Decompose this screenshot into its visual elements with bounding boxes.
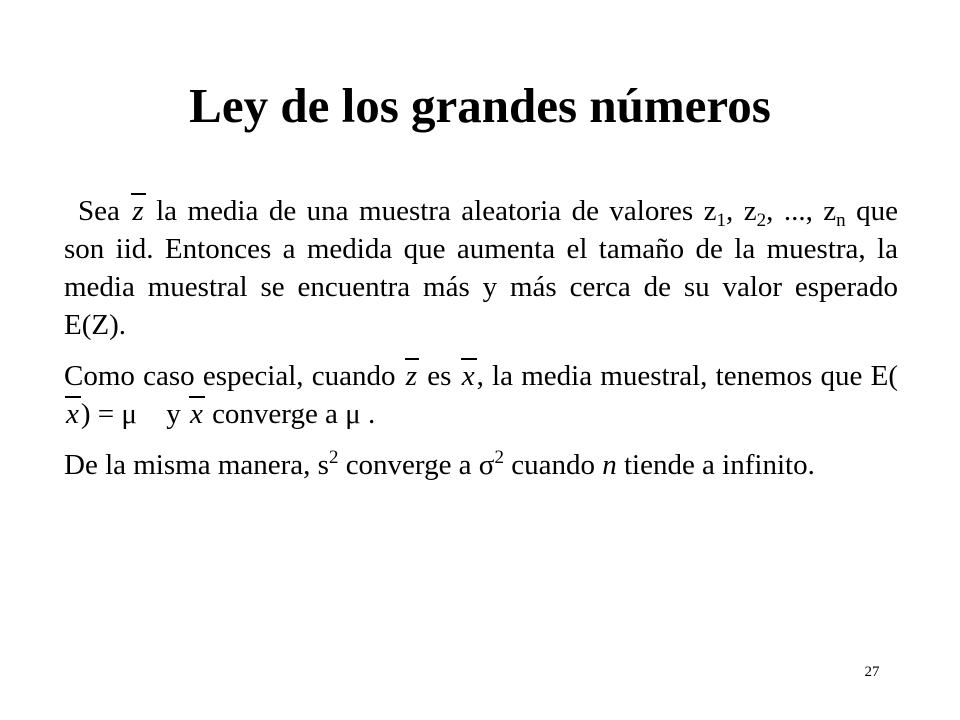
subscript: 2 [756, 210, 767, 231]
text: y [166, 398, 181, 430]
text: De la misma manera, s [64, 449, 329, 481]
paragraph-special-case [64, 357, 898, 433]
slide-title: Ley de los grandes números [189, 78, 771, 133]
text: , la media muestral, tenemos que E( [476, 360, 898, 392]
variable-n: n [602, 449, 617, 481]
text: Sea [78, 195, 120, 227]
x-bar-symbol: x [188, 395, 205, 433]
text: , ..., z [766, 195, 837, 227]
paragraph-law-definition [64, 192, 898, 344]
text: ) = μ [80, 398, 137, 430]
subscript: 1 [716, 210, 726, 231]
superscript: 2 [494, 447, 504, 468]
subscript: n [836, 210, 846, 231]
text: la media de una muestra aleatoria de valores z [156, 195, 717, 227]
text: converge a σ [338, 449, 495, 481]
superscript: 2 [328, 447, 339, 468]
z-bar-symbol: z [130, 192, 145, 230]
text: que son iid. Entonces a medida que aumenta el tamaño de la muestra, la media muestral se encuentra más y más cerca de su valor esperado E(Z). [64, 195, 898, 341]
text: tiende a infinito. [616, 449, 815, 481]
slide-body [64, 192, 898, 497]
text: es [427, 360, 452, 392]
page-number: 27 [864, 664, 880, 680]
text: , z [726, 195, 757, 227]
text: Como caso especial, cuando [64, 360, 396, 392]
text: cuando [503, 449, 603, 481]
x-bar-symbol: x [64, 395, 81, 433]
paragraph-variance [64, 446, 898, 484]
z-bar-symbol: z [404, 357, 419, 395]
text: converge a μ . [212, 398, 376, 430]
x-bar-symbol: x [460, 357, 477, 395]
